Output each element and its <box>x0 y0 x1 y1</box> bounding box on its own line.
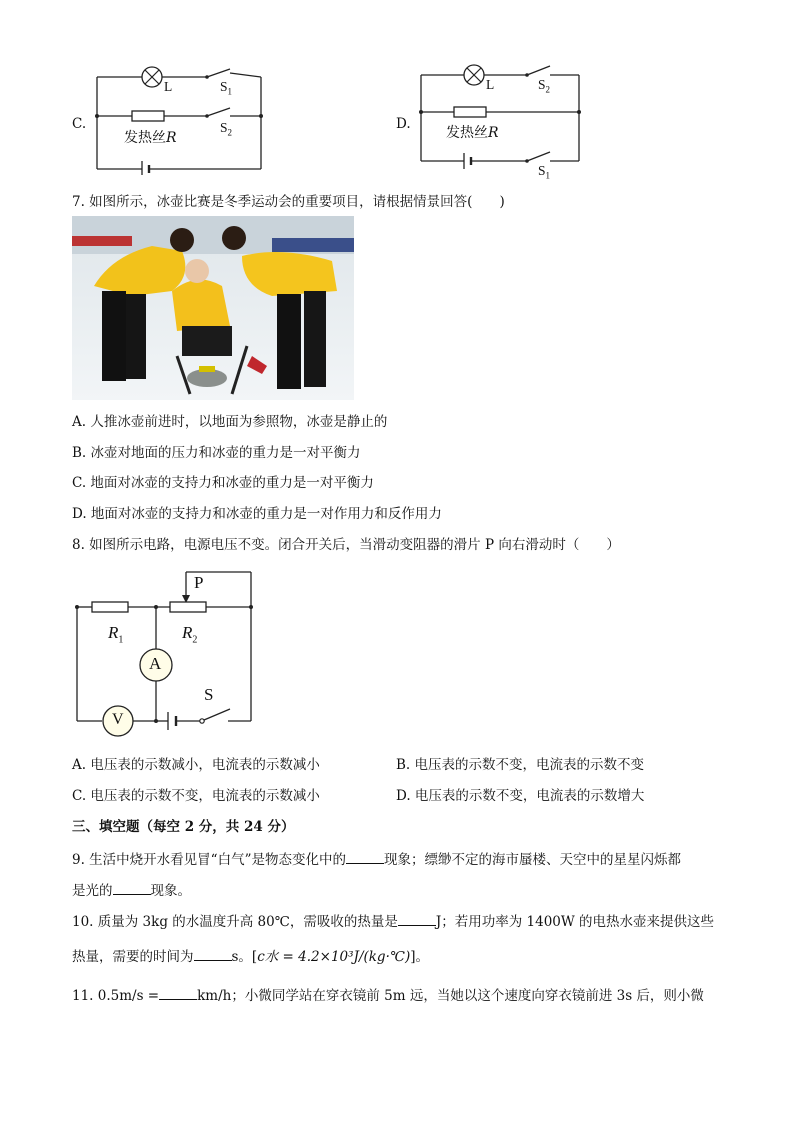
q7-option-c: C. 地面对冰壶的支持力和冰壶的重力是一对平衡力 <box>72 475 374 491</box>
q10-line-2: 热量，需要的时间为 s。[c水 = 4.2×10³J/(kg·℃)]。 <box>72 946 429 966</box>
q8-ammeter-label: A <box>149 654 162 673</box>
q9-blank-2[interactable] <box>113 880 151 895</box>
q9-line-2: 是光的 现象。 <box>72 880 191 900</box>
q7-stem: 7. 如图所示，冰壶比赛是冬季运动会的重要项目，请根据情景回答( ) <box>72 194 505 210</box>
circuit-c-s1-label: $S_1$ <box>220 79 233 97</box>
circuit-d <box>394 60 594 185</box>
curling-photo <box>72 216 354 400</box>
q8-r1-label: $R_1$ <box>108 623 124 646</box>
circuit-d-lamp-label: L <box>486 77 495 92</box>
q7-option-d: D. 地面对冰壶的支持力和冰壶的重力是一对作用力和反作用力 <box>72 506 442 522</box>
section-3-title: 三、填空题（每空 2 分，共 24 分） <box>72 819 295 835</box>
q9-blank-1[interactable] <box>346 849 384 864</box>
circuit-c-diagram <box>70 60 270 175</box>
q10-blank-2[interactable] <box>194 946 232 961</box>
q8-option-a: A. 电压表的示数减小，电流表的示数减小 <box>72 757 320 773</box>
curling-scene-image <box>72 216 354 400</box>
circuit-d-s1-label: $S_1$ <box>538 163 551 181</box>
q10-formula: c水 = 4.2×10³J/(kg·℃) <box>257 949 411 965</box>
q8-stem: 8. 如图所示电路，电源电压不变。闭合开关后，当滑动变阻器的滑片 P 向右滑动时（ ） <box>72 537 620 553</box>
circuit-c-s2-label: $S_2$ <box>220 120 233 138</box>
circuit-c-label: C. <box>72 116 87 132</box>
q7-option-a: A. 人推冰壶前进时，以地面为参照物，冰壶是静止的 <box>72 414 388 430</box>
q8-circuit <box>70 565 260 740</box>
q10-blank-1[interactable] <box>398 911 436 926</box>
circuit-d-label: D. <box>396 116 411 132</box>
circuit-c <box>70 60 270 175</box>
circuit-d-s2-label: $S_2$ <box>538 77 551 95</box>
circuit-c-resistor-label: 发热丝R <box>124 130 177 146</box>
circuit-c-lamp-label: L <box>164 79 173 94</box>
q11-blank-1[interactable] <box>159 985 197 1000</box>
q11-line-1: 11. 0.5m/s = km/h；小微同学站在穿衣镜前 5m 远，当她以这个速度向穿衣镜前进 3s 后，则小微 <box>72 985 704 1005</box>
q8-r2-label: $R_2$ <box>182 623 198 646</box>
q8-option-c: C. 电压表的示数不变，电流表的示数减小 <box>72 788 320 804</box>
q8-option-d: D. 电压表的示数不变，电流表的示数增大 <box>396 788 645 804</box>
q8-option-b: B. 电压表的示数不变，电流表的示数不变 <box>396 757 645 773</box>
q8-switch-label: S <box>204 685 214 704</box>
q8-voltmeter-label: V <box>112 711 124 728</box>
q8-circuit-diagram <box>70 565 260 740</box>
q7-option-b: B. 冰壶对地面的压力和冰壶的重力是一对平衡力 <box>72 445 361 461</box>
circuit-d-resistor-label: 发热丝R <box>446 125 499 141</box>
q9-line-1: 9. 生活中烧开水看见冒“白气”是物态变化中的 现象；缥缈不定的海市蜃楼、天空中的星星闪烁都 <box>72 849 681 869</box>
q10-line-1: 10. 质量为 3kg 的水温度升高 80℃，需吸收的热量是 J；若用功率为 1400W 的电热水壶来提供这些 <box>72 911 714 931</box>
q8-slider-label: P <box>194 573 204 592</box>
